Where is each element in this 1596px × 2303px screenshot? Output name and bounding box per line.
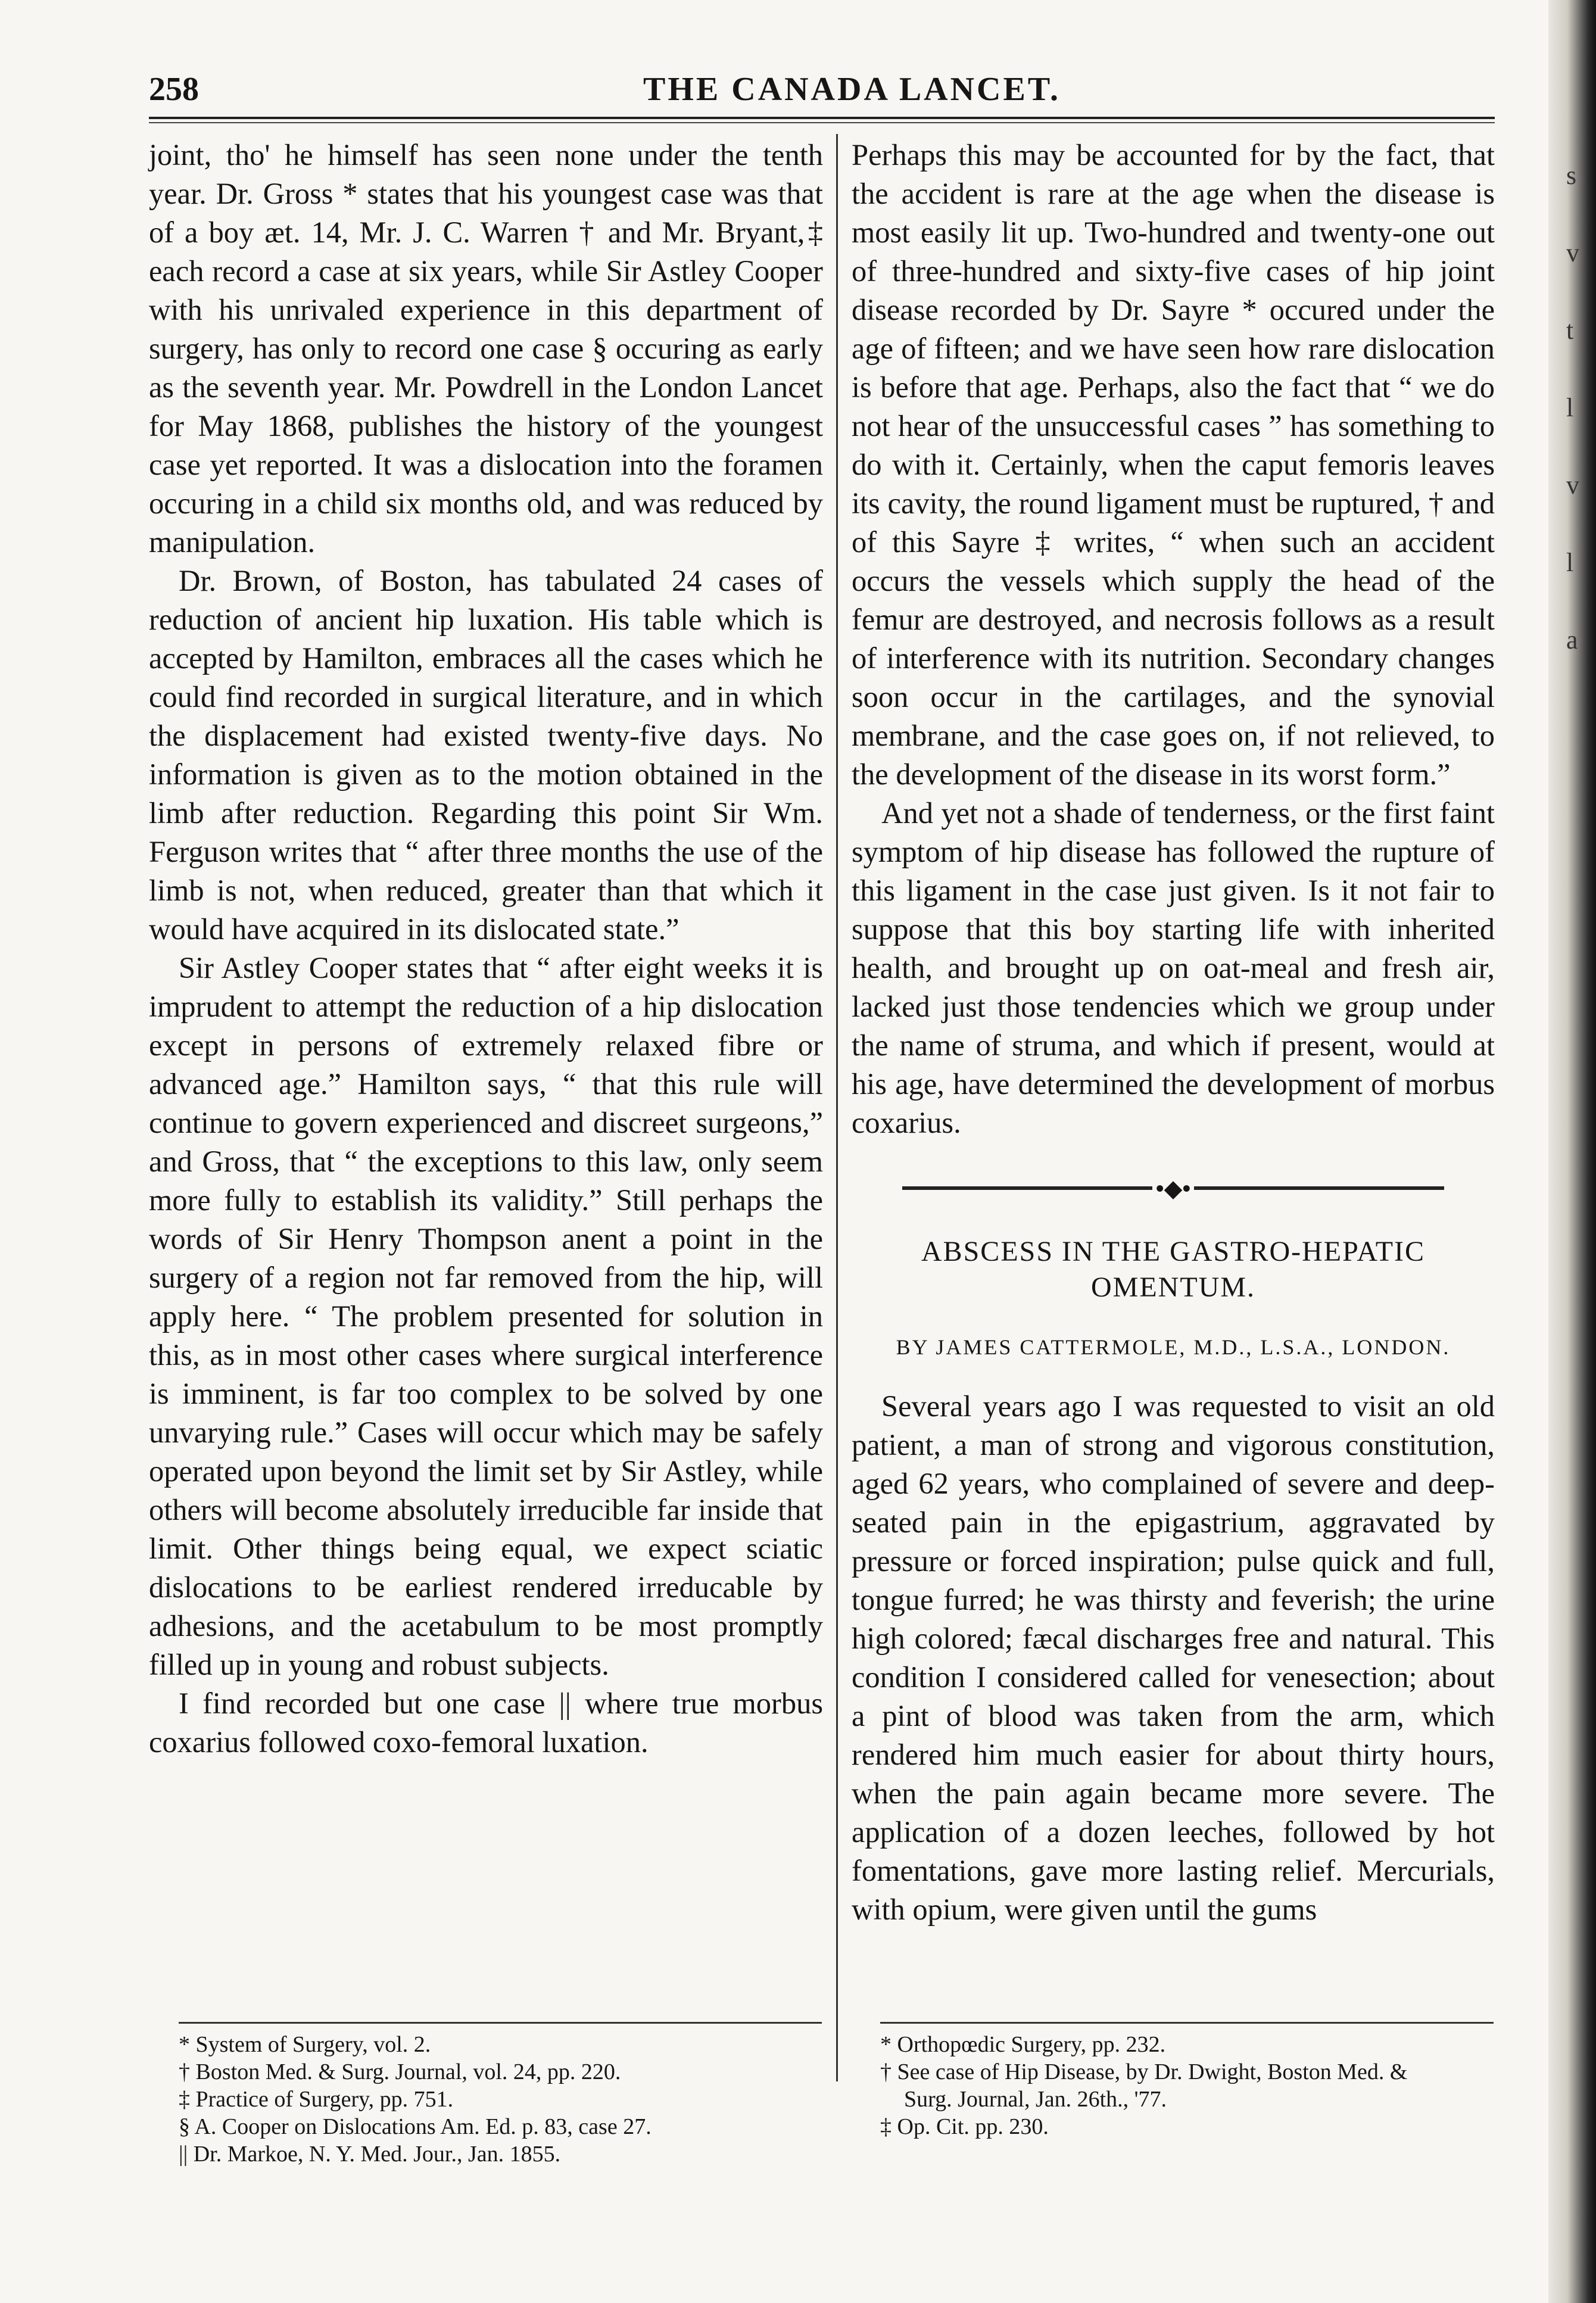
paragraph: I find recorded but one case || where true morbus coxarius followed coxo-femoral luxation. xyxy=(149,1687,823,1759)
article-title-line: OMENTUM. xyxy=(1091,1271,1255,1303)
footnote-rule xyxy=(179,2022,822,2024)
footnote: Surg. Journal, Jan. 26th., '77. xyxy=(904,2087,1167,2112)
page-number: 258 xyxy=(149,71,199,108)
column-divider xyxy=(836,134,838,2081)
edge-fragment: v xyxy=(1566,238,1579,267)
edge-fragment: a xyxy=(1566,625,1578,655)
page-header xyxy=(149,70,1519,118)
edge-fragment: l xyxy=(1566,548,1574,577)
paragraph: And yet not a shade of tenderness, or the first faint symptom of hip disease has followed the rupture of this ligament in the case just given. Is it not fair to suppose that this boy starting life with inherited health, and brought up on oat-meal and fresh air, lacked just those tendencies which we group under the name of struma, and which if present, would at his age, have determined the development of morbus coxarius. xyxy=(852,796,1495,1139)
edge-fragment: v xyxy=(1566,470,1579,500)
left-footnotes xyxy=(179,2031,822,2168)
footnote: || Dr. Markoe, N. Y. Med. Jour., Jan. 1855. xyxy=(179,2142,561,2167)
footnote: ‡ Practice of Surgery, pp. 751. xyxy=(179,2087,454,2112)
footnote: † Boston Med. & Surg. Journal, vol. 24, pp. 220. xyxy=(179,2059,621,2084)
footnote: ‡ Op. Cit. pp. 230. xyxy=(880,2114,1049,2139)
article-byline: BY JAMES CATTERMOLE, M.D., L.S.A., LONDON. xyxy=(896,1335,1451,1359)
right-footnotes xyxy=(880,2031,1494,2140)
ornament-rule xyxy=(902,1186,1152,1190)
edge-fragment: t xyxy=(1566,316,1574,345)
ornament-rule xyxy=(1194,1186,1444,1190)
section-ornament xyxy=(852,1166,1495,1208)
paragraph: Perhaps this may be accounted for by the fact, that the accident is rare at the age when the disease is most easily lit up. Two-hundred and twenty-one out of three-hundred and sixty-five cases of hip joint disease recorded by Dr. Sayre * occured under the age of fifteen; and we have seen how rare dislocation is before that age. Perhaps, also the fact that “ we do not hear of the unsuccessful cases ” has something to do with it. Certainly, when the caput femoris leaves its cavity, the round ligament must be ruptured, † and of this Sayre ‡ writes, “ when such an accident occurs the vessels which supply the head of the femur are destroyed, and necrosis follows as a result of interference with its nutrition. Secondary changes soon occur in the cartilages, and the synovial membrane, and the case goes on, if not relieved, to the development of the disease in its worst form.” xyxy=(852,138,1495,791)
article-title-line: ABSCESS IN THE GASTRO-HEPATIC xyxy=(921,1235,1426,1267)
ornament-glyph: •◆• xyxy=(1155,1174,1191,1202)
article-title xyxy=(852,1234,1495,1305)
paragraph: Dr. Brown, of Boston, has tabulated 24 cases of reduction of ancient hip luxation. His table which is accepted by Hamilton, embraces all the cases which he could find recorded in surgical literature, and in which the displacement had existed twenty-five days. No information is given as to the motion obtained in the limb after reduction. Regarding this point Sir Wm. Ferguson writes that “ after three months the use of the limb is not, when reduced, greater than that which it would have acquired in its dislocated state.” xyxy=(149,564,823,946)
edge-fragment: s xyxy=(1566,161,1577,190)
footnote: * System of Surgery, vol. 2. xyxy=(179,2032,431,2057)
header-rule-thin xyxy=(149,122,1495,123)
right-column xyxy=(852,136,1495,1929)
footnote: * Orthopœdic Surgery, pp. 232. xyxy=(880,2032,1166,2057)
header-rule xyxy=(149,117,1495,119)
footnote: § A. Cooper on Dislocations Am. Ed. p. 83, case 27. xyxy=(179,2114,652,2139)
footnote-rule xyxy=(880,2022,1494,2024)
paragraph: Sir Astley Cooper states that “ after eight weeks it is imprudent to attempt the reduction of a hip dislocation except in persons of extremely relaxed fibre or advanced age.” Hamilton says, “ that this rule will continue to govern experienced and discreet surgeons,” and Gross, that “ the exceptions to this law, only seem more fully to establish its validity.” Still perhaps the words of Sir Henry Thompson anent a point in the surgery of a region not far removed from the hip, will apply here. “ The problem presented for solution in this, as in most other cases where surgical interference is imminent, is far too complex to be solved by one unvarying rule.” Cases will occur which may be safely operated upon beyond the limit set by Sir Astley, while others will become absolutely irreducible far inside that limit. Other things being equal, we expect sciatic dislocations to be earliest rendered irreducable by adhesions, and the acetabulum to be most promptly filled up in young and robust subjects. xyxy=(149,951,823,1681)
paragraph: joint, tho' he himself has seen none under the tenth year. Dr. Gross * states that his youngest case was that of a boy æt. 14, Mr. J. C. Warren † and Mr. Bryant,‡ each record a case at six years, while Sir Astley Cooper with his unrivaled experience in this department of surgery, has only to record one case § occuring as early as the seventh year. Mr. Powdrell in the London Lancet for May 1868, publishes the history of the youngest case yet reported. It was a dislocation into the foramen occuring in a child six months old, and was reduced by manipulation. xyxy=(149,138,823,559)
article-body: Several years ago I was requested to visit an old patient, a man of strong and vigorous constitution, aged 62 years, who complained of severe and deep-seated pain in the epigastrium, aggravated by pressure or forced inspiration; pulse quick and full, tongue furred; he was thirsty and feverish; the urine high colored; fæcal discharges free and natural. This condition I considered called for venesection; about a pint of blood was taken from the arm, which rendered him much easier for about thirty hours, when the pain again became more severe. The application of a dozen leeches, followed by hot fomentations, gave more lasting relief. Mercurials, with opium, were given until the gums xyxy=(852,1389,1495,1926)
running-head: THE CANADA LANCET. xyxy=(643,71,1061,108)
left-column xyxy=(149,136,823,1762)
footnote: † See case of Hip Disease, by Dr. Dwight, Boston Med. & xyxy=(880,2059,1408,2084)
edge-fragment: l xyxy=(1566,393,1574,422)
adjacent-page-fragments xyxy=(1566,137,1584,679)
